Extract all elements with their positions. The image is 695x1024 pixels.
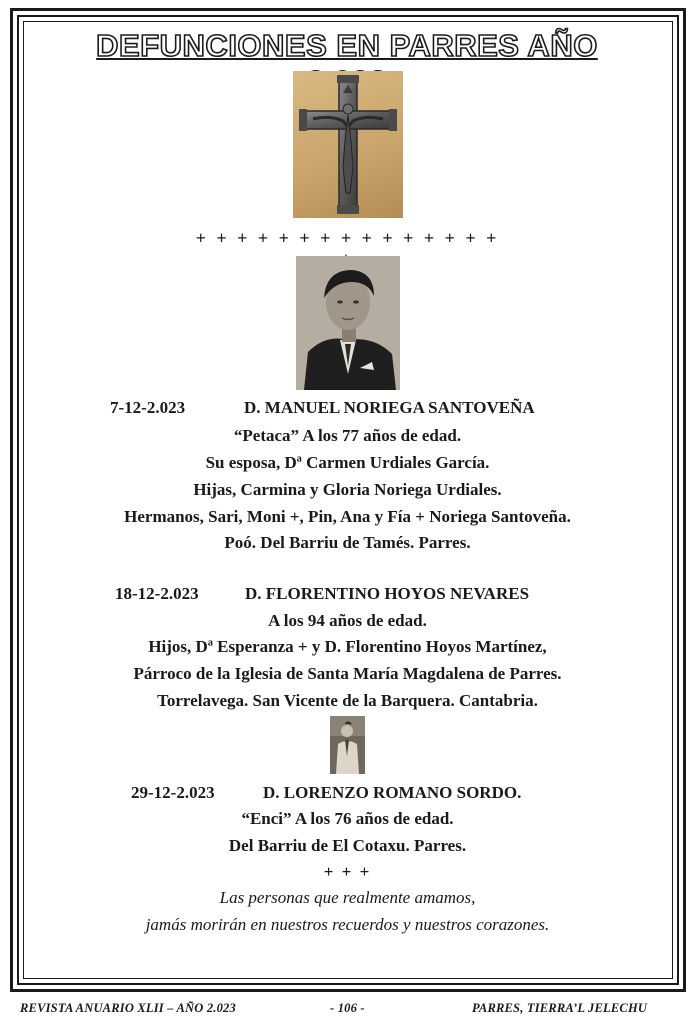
small-cross-separator: + + + <box>323 862 372 881</box>
footer-magazine-name: PARRES, TIERRA’L JELECHU <box>472 1001 648 1015</box>
person-standing-icon <box>330 716 365 774</box>
entry-name: D. LORENZO ROMANO SORDO. <box>263 783 522 802</box>
entry-line: Poó. Del Barriu de Tamés. Parres. <box>224 533 471 552</box>
cross-separator: + + + + + + + + + + + + + + + <box>195 228 500 248</box>
entry-header <box>30 583 665 605</box>
entry-line: Hijos, Dª Esperanza + y D. Florentino Hoyos Martínez, <box>148 637 547 656</box>
entry-line: Del Barriu de El Cotaxu. Parres. <box>228 836 467 855</box>
page-title: DEFUNCIONES EN PARRES AÑO <box>96 28 598 63</box>
footer-publication: REVISTA ANUARIO XLII – AÑO 2.023 <box>20 1001 236 1015</box>
closing-quote-line: Las personas que realmente amamos, <box>219 888 476 907</box>
entry-date: 18-12-2.023 <box>115 584 199 603</box>
entry-line: Su esposa, Dª Carmen Urdiales García. <box>205 453 490 472</box>
person-portrait-icon <box>296 256 400 390</box>
entry-line: Hijas, Carmina y Gloria Noriega Urdiales. <box>193 480 502 499</box>
entry-date: 29-12-2.023 <box>131 783 215 802</box>
small-portrait-photo <box>330 716 365 774</box>
entry-line: Párroco de la Iglesia de Santa María Magdalena de Parres. <box>133 664 562 683</box>
entry-header <box>30 782 665 804</box>
entry-line: Hermanos, Sari, Moni +, Pin, Ana y Fía + Noriega Santoveña. <box>124 507 571 526</box>
closing-quote-line: jamás morirán en nuestros recuerdos y nuestros corazones. <box>145 915 550 934</box>
entry-line: “Petaca” A los 77 años de edad. <box>233 426 462 445</box>
entry-line: A los 94 años de edad. <box>268 611 427 630</box>
crucifix-image <box>293 71 403 218</box>
entry-date: 7-12-2.023 <box>110 398 186 417</box>
entry-name: D. FLORENTINO HOYOS NEVARES <box>245 584 530 603</box>
crucifix-icon <box>293 71 403 218</box>
footer-page-number: - 106 - <box>330 1001 365 1015</box>
entry-name: D. MANUEL NORIEGA SANTOVEÑA <box>244 398 535 417</box>
entry-header <box>30 397 665 419</box>
entry-line: Torrelavega. San Vicente de la Barquera. Cantabria. <box>157 691 538 710</box>
portrait-photo <box>296 256 400 390</box>
entry-line: “Enci” A los 76 años de edad. <box>241 809 454 828</box>
